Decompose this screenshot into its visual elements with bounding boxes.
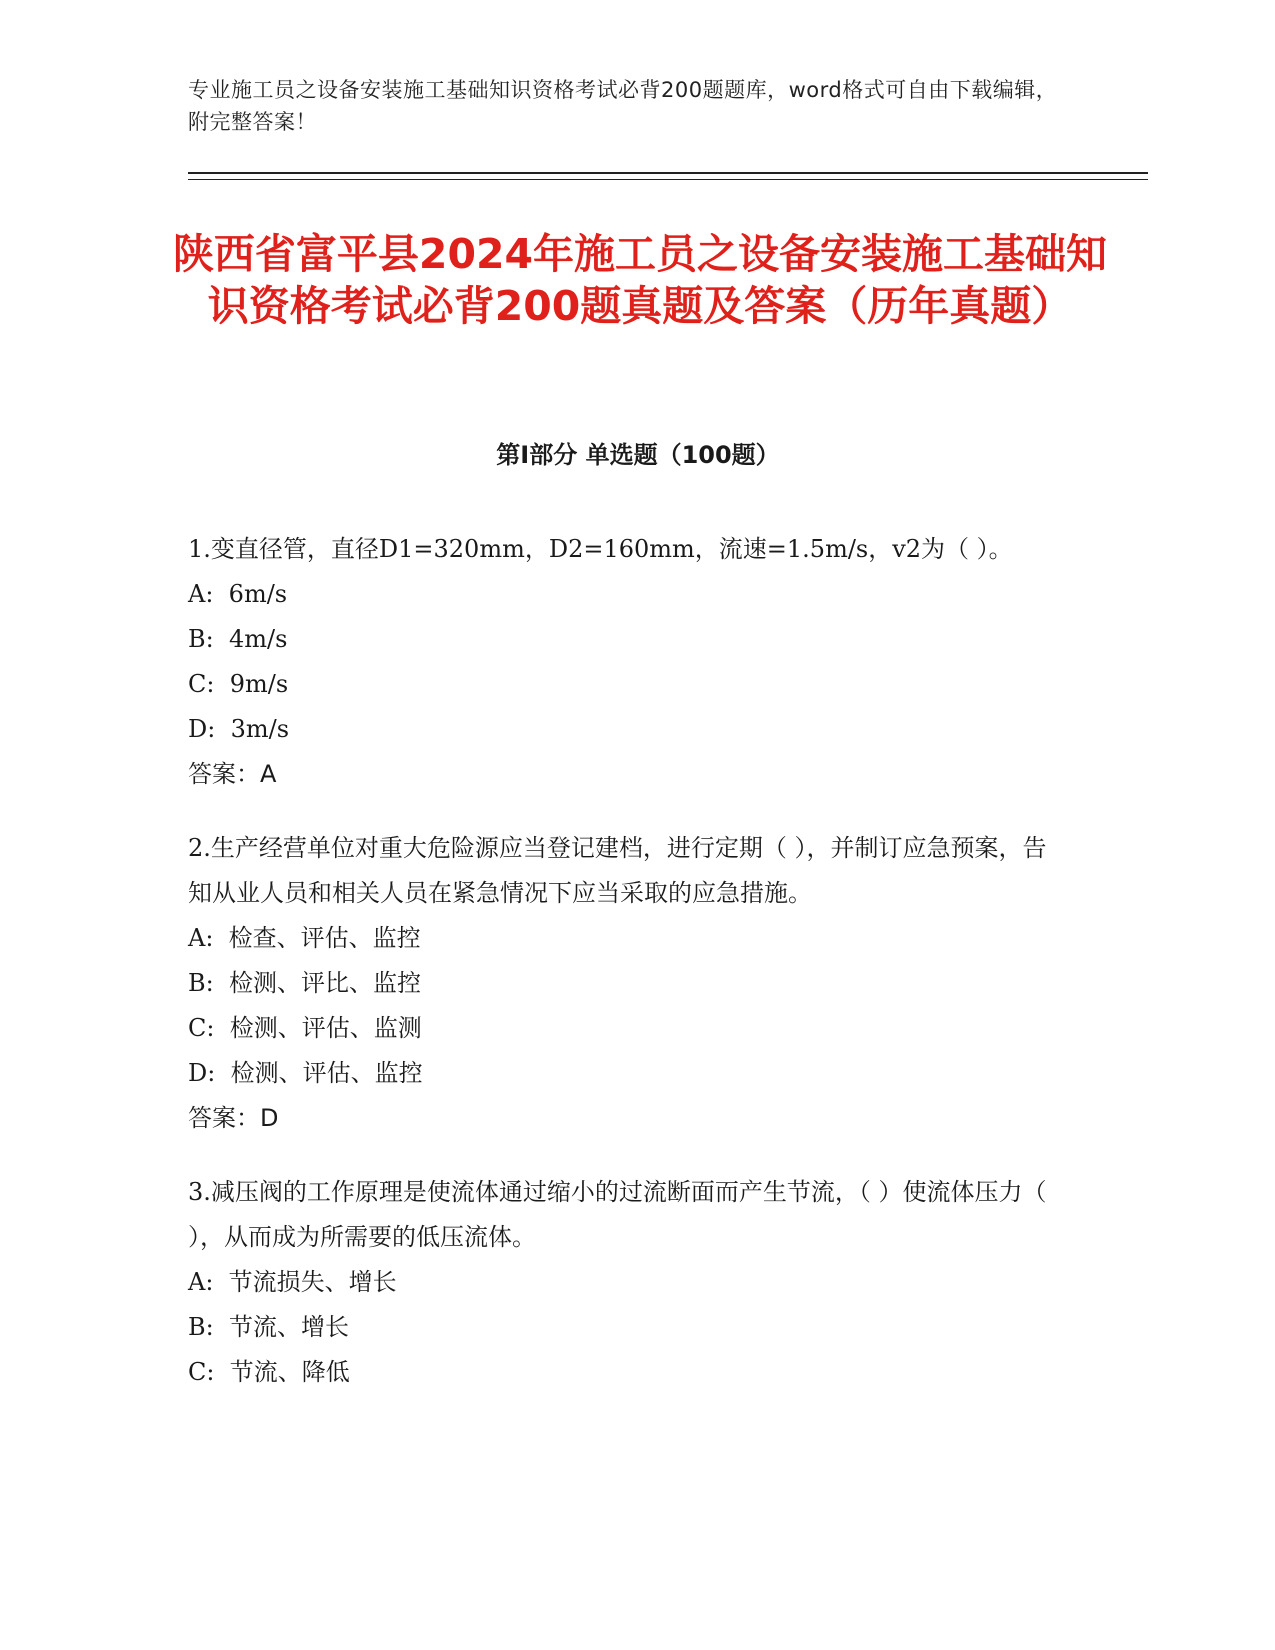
answer: 答案：A: [188, 760, 277, 788]
option-a: A: 节流损失、增长: [188, 1268, 397, 1296]
answer: 答案：D: [188, 1104, 279, 1132]
option-c: C: 检测、评估、监测: [188, 1014, 422, 1042]
option-b: B: 4m/s: [188, 625, 288, 653]
option-d: D: 3m/s: [188, 715, 290, 743]
question-3: [188, 1170, 1068, 1395]
section-title: 第I部分 单选题（100题）: [496, 441, 780, 469]
option-b: B: 节流、增长: [188, 1313, 349, 1341]
document-title: 陕西省富平县2024年施工员之设备安装施工基础知识资格考试必背200题真题及答案（历年真题）: [172, 230, 1108, 330]
question-text: 1.变直径管，直径D1=320mm，D2=160mm，流速=1.5m/s，v2为（ ）。: [188, 535, 1013, 563]
question-1: [188, 527, 1068, 797]
option-d: D: 检测、评估、监控: [188, 1059, 423, 1087]
option-a: A: 6m/s: [188, 580, 288, 608]
question-2: [188, 826, 1068, 1141]
header-divider-thick: [188, 172, 1148, 174]
option-c: C: 9m/s: [188, 670, 289, 698]
question-text: 2.生产经营单位对重大危险源应当登记建档，进行定期（ ），并制订应急预案，告知从业人员和相关人员在紧急情况下应当采取的应急措施。: [188, 834, 1047, 907]
question-list: [188, 527, 1068, 1424]
question-text: 3.减压阀的工作原理是使流体通过缩小的过流断面而产生节流，（ ）使流体压力（ ），从而成为所需要的低压流体。: [188, 1178, 1047, 1251]
header-note: 专业施工员之设备安装施工基础知识资格考试必背200题题库，word格式可自由下载编辑，附完整答案！: [188, 78, 1058, 134]
option-b: B: 检测、评比、监控: [188, 969, 421, 997]
header-divider-thin: [188, 179, 1148, 180]
option-c: C: 节流、降低: [188, 1358, 350, 1386]
option-a: A: 检查、评估、监控: [188, 924, 421, 952]
